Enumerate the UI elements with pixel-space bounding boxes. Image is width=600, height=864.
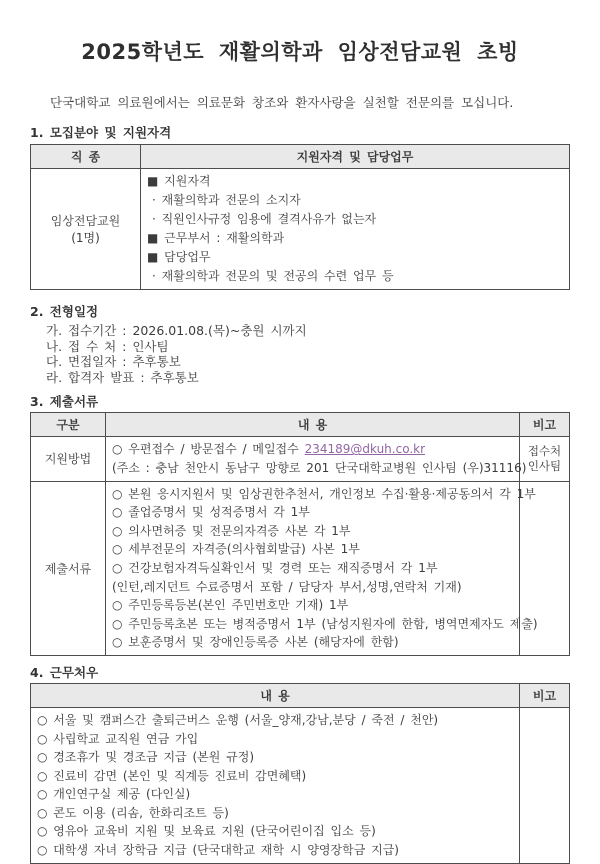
document-item: ○ 주민등록초본 또는 병적증명서 1부 (남성지원자에 한함, 병역면제자도 제출): [112, 616, 538, 631]
schedule-item: 라. 합격자 발표 : 추후통보: [46, 369, 199, 385]
benefit-item: ○ 경조휴가 및 경조금 지급 (본원 규정): [37, 750, 255, 765]
documents-row: [31, 481, 570, 655]
recruitment-table: [30, 144, 570, 290]
benefit-item: ○ 콘도 이용 (리솜, 한화리조트 등): [37, 805, 229, 820]
schedule-list: [30, 323, 570, 385]
job-headcount: (1명): [71, 231, 100, 245]
col-header-qualifications: 지원자격 및 담당업무: [141, 145, 570, 169]
detail-line: ■ 지원자격: [147, 174, 211, 188]
qualifications-cell: [141, 169, 570, 290]
benefit-item: ○ 진료비 감면 (본인 및 직계등 진료비 감면혜택): [37, 768, 307, 783]
section2-heading: 2. 전형일정: [30, 304, 99, 319]
col-header-note: 비고: [520, 413, 570, 437]
detail-line: ■ 근무부서 : 재활의학과: [147, 231, 285, 245]
apply-note-cell: [520, 437, 570, 481]
detail-line: ■ 담당업무: [147, 250, 211, 264]
section1-heading: 1. 모집분야 및 지원자격: [30, 125, 172, 140]
recruitment-table-header-row: [31, 145, 570, 169]
benefit-item: ○ 사립학교 교직원 연금 가입: [37, 731, 199, 746]
col-header-job-type: 직 종: [31, 145, 141, 169]
detail-line: · 직원인사규정 임용에 결격사유가 없는자: [152, 212, 377, 226]
document-item: ○ 본원 응시지원서 및 임상권한추천서, 개인정보 수집·활용·제공동의서 각 1부: [112, 486, 536, 501]
document-item-continuation: (인턴,레지던트 수료증명서 포함 / 담당자 부서,성명,연락처 기재): [112, 579, 462, 594]
schedule-item: 가. 접수기간 : 2026.01.08.(목)~충원 시까지: [46, 323, 307, 338]
documents-table: [30, 412, 570, 656]
benefit-item: ○ 대학생 자녀 장학금 지급 (단국대학교 재학 시 양영장학금 지급): [37, 843, 399, 858]
col-header-note: 비고: [520, 683, 570, 707]
document-item: ○ 주민등록등본(본인 주민번호만 기재) 1부: [112, 598, 349, 613]
apply-method-label: 지원방법: [31, 437, 106, 481]
col-header-content: 내 용: [31, 683, 520, 707]
benefits-row: [31, 707, 570, 863]
intro-text: 단국대학교 의료원에서는 의료문화 창조와 환자사랑을 실천할 전문의를 모십니다.: [50, 95, 514, 110]
documents-table-header-row: [31, 413, 570, 437]
recruitment-table-row: [31, 169, 570, 290]
apply-method-text: ○ 우편접수 / 방문접수 / 메일접수: [112, 442, 305, 457]
section4-heading: 4. 근무처우: [30, 664, 99, 680]
benefit-item: ○ 영유아 교육비 지원 및 보육료 지원 (단국어린이집 입소 등): [37, 824, 376, 839]
benefits-table-header-row: [31, 683, 570, 707]
detail-line: · 재활의학과 전문의 소지자: [152, 193, 301, 207]
document-item: ○ 건강보험자격득실확인서 및 경력 또는 재직증명서 각 1부: [112, 560, 438, 575]
apply-method-cell: [106, 437, 527, 481]
document-item: ○ 졸업증명서 및 성적증명서 각 1부: [112, 505, 310, 520]
document-item: ○ 의사면허증 및 전문의자격증 사본 각 1부: [112, 523, 351, 538]
document-page: [0, 36, 600, 864]
section3-heading: 3. 제출서류: [30, 394, 99, 410]
documents-label: 제출서류: [31, 481, 106, 655]
email-link[interactable]: 234189@dkuh.co.kr: [304, 442, 426, 457]
benefit-item: ○ 개인연구실 제공 (다인실): [37, 787, 191, 802]
job-title: 임상전담교원: [50, 214, 121, 228]
benefits-cell: [31, 707, 520, 863]
benefits-note-cell: [520, 707, 570, 863]
schedule-item: 나. 접 수 처 : 인사팀: [46, 338, 169, 354]
note-line: 접수처: [527, 443, 562, 458]
documents-cell: [106, 481, 538, 655]
benefits-table: [30, 683, 570, 864]
detail-line: · 재활의학과 전문의 및 전공의 수련 업무 등: [152, 269, 394, 283]
apply-address-line: (주소 : 충남 천안시 동남구 망향로 201 단국대학교병원 인사팀 (우)31116): [112, 460, 527, 475]
document-item: ○ 세부전문의 자격증(의사협회발급) 사본 1부: [112, 542, 360, 557]
job-type-cell: [31, 169, 141, 290]
col-header-content: 내 용: [106, 413, 520, 437]
apply-method-line: [112, 440, 513, 459]
document-item: ○ 보훈증명서 및 장애인등록증 사본 (해당자에 한함): [112, 635, 399, 650]
benefit-item: ○ 서울 및 캠퍼스간 출퇴근버스 운행 (서울_양재,강남,분당 / 죽전 / 천안): [37, 712, 439, 727]
schedule-item: 다. 면접일자 : 추후통보: [46, 354, 181, 370]
apply-method-row: [31, 437, 570, 481]
page-title: 2025학년도 재활의학과 임상전담교원 초빙: [81, 40, 519, 64]
note-line: 인사팀: [527, 458, 562, 473]
col-header-category: 구분: [31, 413, 106, 437]
